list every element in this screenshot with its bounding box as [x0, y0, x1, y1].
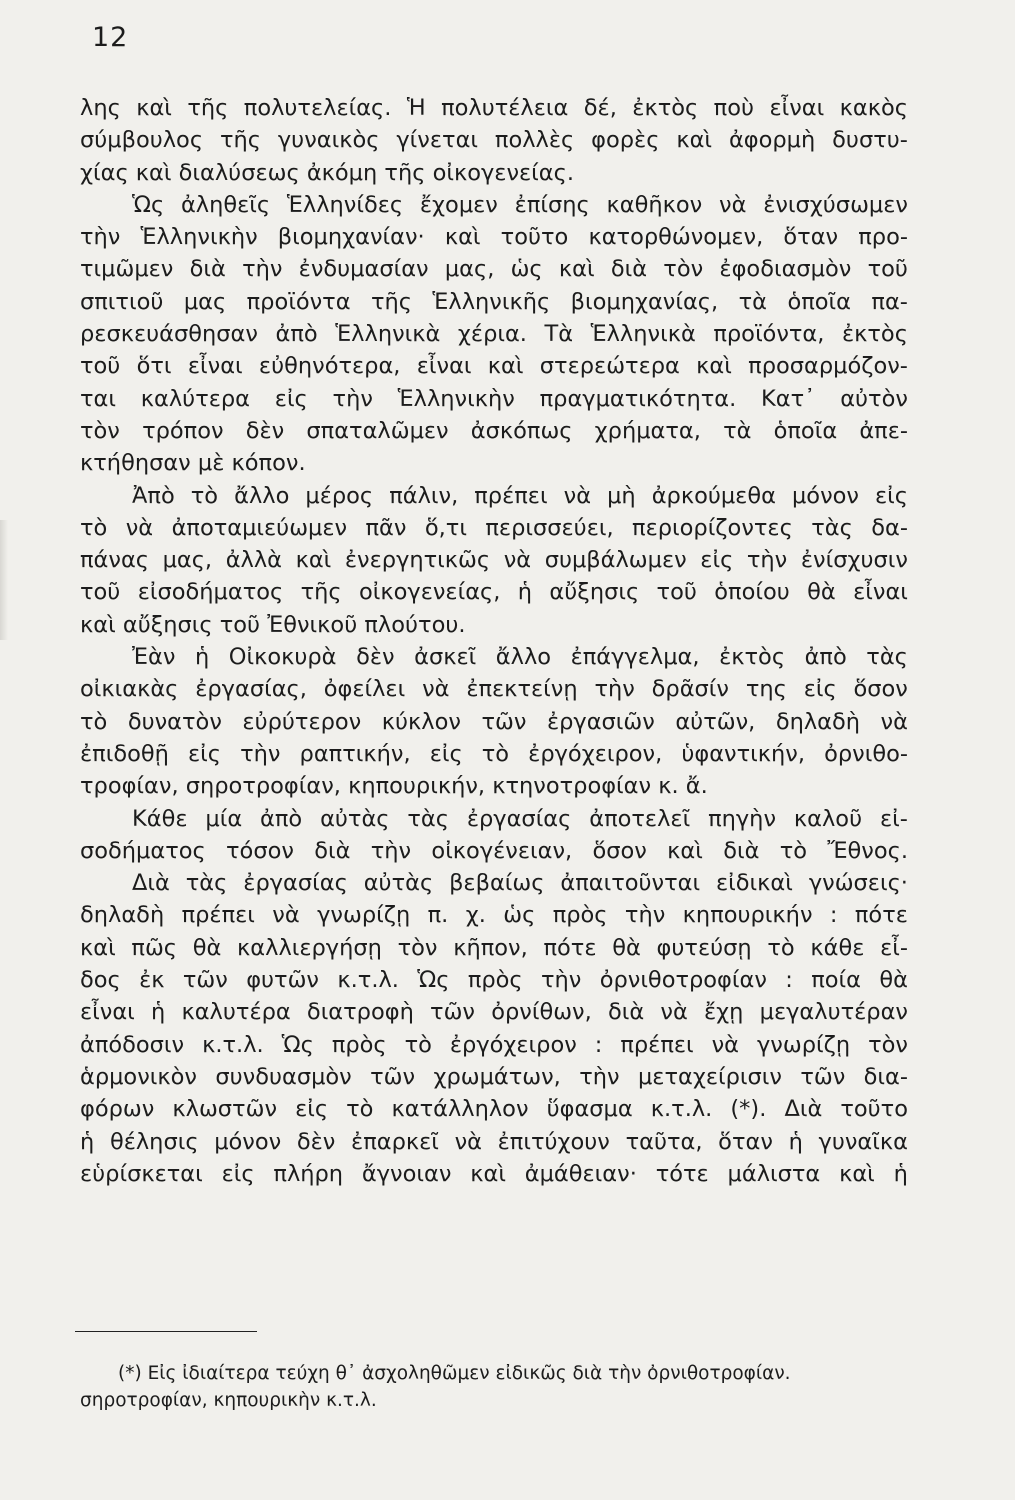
- text-line: ἐπιδοθῇ εἰς τὴν ραπτικήν, εἰς τὸ ἐργόχειρον, ὑφαντικήν, ὀρνιθο-: [80, 740, 908, 767]
- footnote-line: (*) Εἰς ἰδιαίτερα τεύχη θ᾽ ἀσχοληθῶμεν εἰδικῶς διὰ τὴν ὀρνιθοτροφίαν.: [118, 1363, 791, 1384]
- text-line: ρεσκευάσθησαν ἀπὸ Ἑλληνικὰ χέρια. Τὰ Ἑλληνικὰ προϊόντα, ἐκτὸς: [80, 321, 908, 348]
- text-line: τιμῶμεν διὰ τὴν ἐνδυμασίαν μας, ὡς καὶ διὰ τὸν ἐφοδιασμὸν τοῦ: [80, 256, 908, 283]
- text-line: δηλαδὴ πρέπει νὰ γνωρίζῃ π. χ. ὡς πρὸς τὴν κηπουρικήν : πότε: [80, 902, 908, 929]
- text-line: τὸ δυνατὸν εὐρύτερον κύκλον τῶν ἐργασιῶν αὐτῶν, δηλαδὴ νὰ: [80, 708, 908, 735]
- footnote: [80, 1360, 900, 1414]
- text-line: τοῦ ὅτι εἶναι εὐθηνότερα, εἶναι καὶ στερεώτερα καὶ προσαρμόζον-: [80, 353, 908, 380]
- text-line: ἁρμονικὸν συνδυασμὸν τῶν χρωμάτων, τὴν μεταχείρισιν τῶν δια-: [80, 1063, 908, 1090]
- text-line: Ἐὰν ἡ Οἰκοκυρὰ δὲν ἀσκεῖ ἄλλο ἐπάγγελμα, ἐκτὸς ἀπὸ τὰς: [132, 644, 908, 671]
- page-number: 12: [92, 22, 129, 53]
- text-line: σπιτιοῦ μας προϊόντα τῆς Ἑλληνικῆς βιομηχανίας, τὰ ὁποῖα πα-: [80, 288, 908, 315]
- text-line: κτήθησαν μὲ κόπον.: [80, 450, 306, 477]
- text-line: σοδήματος τόσον διὰ τὴν οἰκογένειαν, ὅσον καὶ διὰ τὸ Ἔθνος.: [80, 837, 908, 864]
- text-line: ται καλύτερα εἰς τὴν Ἑλληνικὴν πραγματικότητα. Κατ᾽ αὐτὸν: [80, 385, 908, 412]
- body-text: [80, 92, 908, 1190]
- text-line: εὑρίσκεται εἰς πλήρη ἄγνοιαν καὶ ἀμάθειαν· τότε μάλιστα καὶ ἡ: [80, 1160, 908, 1187]
- text-line: λης καὶ τῆς πολυτελείας. Ἡ πολυτέλεια δέ, ἐκτὸς ποὺ εἶναι κακὸς: [80, 95, 908, 121]
- text-line: πάνας μας, ἀλλὰ καὶ ἐνεργητικῶς νὰ συμβάλωμεν εἰς τὴν ἐνίσχυσιν: [80, 547, 908, 574]
- footnote-line: σηροτροφίαν, κηπουρικὴν κ.τ.λ.: [80, 1390, 377, 1411]
- text-line: σύμβουλος τῆς γυναικὸς γίνεται πολλὲς φορὲς καὶ ἀφορμὴ δυστυ-: [80, 127, 908, 154]
- text-line: δος ἐκ τῶν φυτῶν κ.τ.λ. Ὡς πρὸς τὴν ὀρνιθοτροφίαν : ποία θὰ: [80, 967, 908, 994]
- text-line: ἡ θέλησις μόνον δὲν ἐπαρκεῖ νὰ ἐπιτύχουν ταῦτα, ὅταν ἡ γυναῖκα: [80, 1128, 908, 1155]
- text-line: φόρων κλωστῶν εἰς τὸ κατάλληλον ὕφασμα κ.τ.λ. (*). Διὰ τοῦτο: [80, 1096, 908, 1123]
- text-line: χίας καὶ διαλύσεως ἀκόμη τῆς οἰκογενείας.: [80, 159, 574, 186]
- text-line: Ἀπὸ τὸ ἄλλο μέρος πάλιν, πρέπει νὰ μὴ ἀρκούμεθα μόνον εἰς: [132, 482, 908, 509]
- text-line: τὸ νὰ ἀποταμιεύωμεν πᾶν ὅ,τι περισσεύει, περιορίζοντες τὰς δα-: [80, 514, 908, 541]
- text-line: τροφίαν, σηροτροφίαν, κηπουρικήν, κτηνοτροφίαν κ. ἄ.: [80, 773, 708, 800]
- text-line: καὶ αὔξησις τοῦ Ἐθνικοῦ πλούτου.: [80, 611, 466, 638]
- text-line: τοῦ εἰσοδήματος τῆς οἰκογενείας, ἡ αὔξησις τοῦ ὁποίου θὰ εἶναι: [80, 579, 908, 606]
- text-line: Κάθε μία ἀπὸ αὐτὰς τὰς ἐργασίας ἀποτελεῖ πηγὴν καλοῦ εἰ-: [132, 805, 908, 832]
- text-line: τὸν τρόπον δὲν σπαταλῶμεν ἀσκόπως χρήματα, τὰ ὁποῖα ἀπε-: [80, 417, 908, 444]
- footnote-divider: [75, 1331, 257, 1332]
- text-line: καὶ πῶς θὰ καλλιεργήσῃ τὸν κῆπον, πότε θὰ φυτεύσῃ τὸ κάθε εἶ-: [80, 934, 908, 961]
- text-line: τὴν Ἑλληνικὴν βιομηχανίαν· καὶ τοῦτο κατορθώνομεν, ὅταν προ-: [80, 224, 908, 251]
- text-line: οἰκιακὰς ἐργασίας, ὀφείλει νὰ ἐπεκτείνῃ τὴν δρᾶσίν της εἰς ὅσον: [80, 676, 908, 703]
- text-line: Ὡς ἀληθεῖς Ἑλληνίδες ἔχομεν ἐπίσης καθῆκον νὰ ἐνισχύσωμεν: [132, 191, 908, 218]
- text-line: εἶναι ἡ καλυτέρα διατροφὴ τῶν ὀρνίθων, διὰ νὰ ἔχῃ μεγαλυτέραν: [80, 999, 908, 1026]
- text-line: ἀπόδοσιν κ.τ.λ. Ὡς πρὸς τὸ ἐργόχειρον : πρέπει νὰ γνωρίζῃ τὸν: [80, 1031, 908, 1058]
- text-line: Διὰ τὰς ἐργασίας αὐτὰς βεβαίως ἀπαιτοῦνται εἰδικαὶ γνώσεις·: [132, 870, 908, 897]
- scan-edge-shadow: [0, 520, 8, 640]
